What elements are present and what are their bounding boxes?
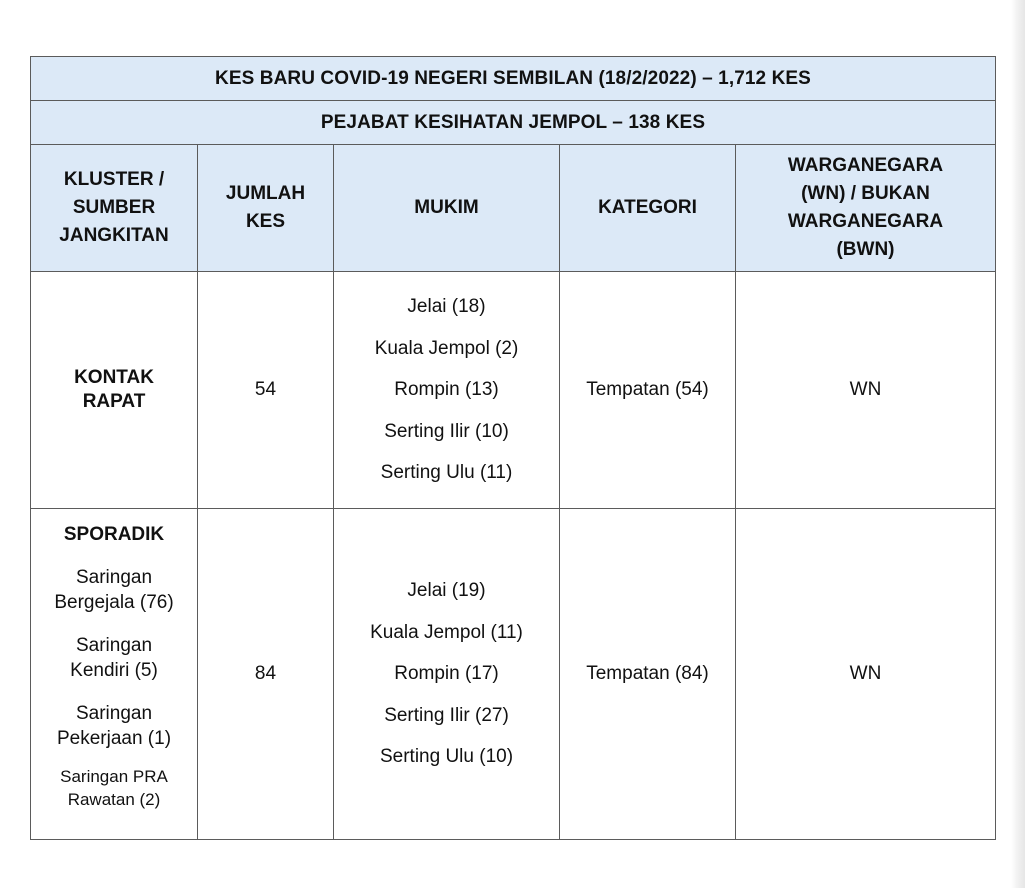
mukim-item: Kuala Jempol (2) [374,337,519,359]
table-row [31,509,996,840]
mukim-item: Jelai (19) [407,580,486,602]
sub-source: Saringan Pekerjaan (1) [56,703,172,749]
kluster-label: KONTAK RAPAT [74,367,154,412]
header-mukim-label: MUKIM [414,197,479,218]
covid-cases-table [30,56,996,840]
header-kluster [31,145,198,272]
table-row [31,272,996,509]
cell-warganegara: WN [736,272,996,509]
header-mukim [334,145,560,272]
cell-kluster [31,272,198,509]
subtitle-row [31,101,996,145]
cell-mukim [334,272,560,509]
cell-kategori: Tempatan (54) [560,272,736,509]
table-subtitle: PEJABAT KESIHATAN JEMPOL – 138 KES [31,101,996,145]
header-kategori-label: KATEGORI [598,197,697,218]
sub-source: Saringan PRA Rawatan (2) [60,767,168,809]
mukim-item: Rompin (17) [394,663,499,685]
cell-jumlah: 54 [198,272,334,509]
kluster-label: SPORADIK [63,524,165,545]
sub-source: Saringan Bergejala (76) [54,567,174,613]
header-warganegara-label: WARGANEGARA (WN) / BUKAN WARGANEGARA (BWN) [787,155,944,260]
sub-source: Saringan Kendiri (5) [70,635,158,681]
mukim-item: Serting Ulu (10) [379,746,514,768]
cell-mukim [334,509,560,840]
mukim-item: Serting Ulu (11) [380,462,513,484]
cell-jumlah: 84 [198,509,334,840]
header-jumlah-label: JUMLAH KES [225,183,306,232]
title-row [31,57,996,101]
mukim-item: Jelai (18) [407,296,486,318]
header-kategori [560,145,736,272]
mukim-item: Serting Ilir (10) [384,420,509,442]
header-jumlah [198,145,334,272]
mukim-item: Serting Ilir (27) [384,704,509,726]
header-kluster-label: KLUSTER / SUMBER JANGKITAN [59,169,169,246]
mukim-item: Kuala Jempol (11) [370,621,523,643]
mukim-item: Rompin (13) [394,379,499,401]
cell-warganegara: WN [736,509,996,840]
header-row [31,145,996,272]
page-edge [1011,0,1025,888]
cell-kategori: Tempatan (84) [560,509,736,840]
table-title: KES BARU COVID-19 NEGERI SEMBILAN (18/2/2022) – 1,712 KES [31,57,996,101]
cell-kluster [31,509,198,840]
header-warganegara [736,145,996,272]
